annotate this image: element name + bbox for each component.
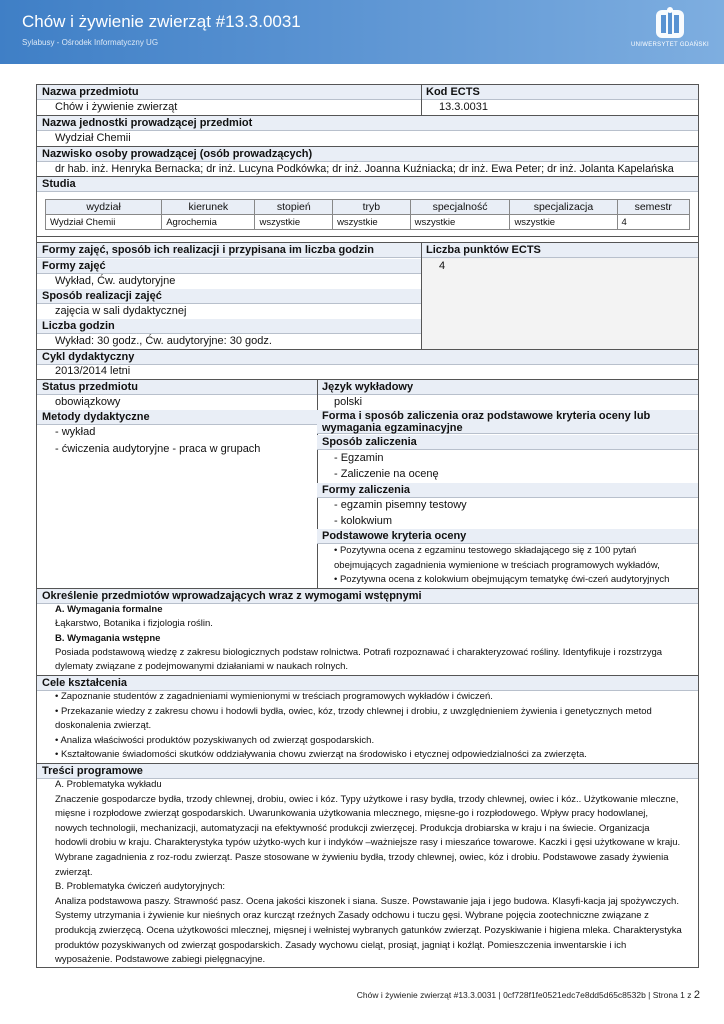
content-line: B. Problematyka ćwiczeń audytoryjnych:: [55, 881, 226, 893]
language-label: Język wykładowy: [317, 380, 698, 395]
course-name-label: Nazwa przedmiotu: [37, 85, 421, 100]
hours-label: Liczba godzin: [37, 319, 421, 334]
teachers-value: dr hab. inż. Henryka Bernacka; dr inż. Lucyna Podkówka; dr inż. Joanna Kuźniacka; dr inż. Ewa Peter; dr inż. Jolanta Kapelańska: [55, 163, 674, 175]
content-line: zwierząt.: [55, 866, 93, 878]
studia-cell: wszystkie: [510, 215, 617, 230]
studia-cell: wszystkie: [333, 215, 411, 230]
criteria-label: Podstawowe kryteria oceny: [317, 529, 698, 544]
criteria-line: • Pozytywna ocena z egzaminu testowego składającego się z 100 pytań: [334, 545, 637, 556]
content-line: produktów pozyskiwanych od zwierząt gospodarskich. Zasady wychowu cieląt, prosiąt, jagniąt i koźląt. Pomieszczenia inwentarskie i ich: [55, 939, 627, 951]
forms-section-label: Formy zajęć, sposób ich realizacji i przypisana im liczba godzin: [37, 243, 421, 258]
goal-line: • Kształtowanie świadomości skutków oddziaływania chowu zwierząt na środowisko i etycznej odpowiedzialności za zwierzęta.: [55, 749, 587, 760]
assessment-form: - kolokwium: [334, 515, 393, 527]
methods-item: - wykład: [55, 426, 96, 438]
studia-col-header: kierunek: [162, 200, 255, 215]
studia-cell: wszystkie: [255, 215, 333, 230]
method-value: zajęcia w sali dydaktycznej: [55, 305, 187, 317]
goal-line: • Analiza właściwości produktów pozyskiwanych od zwierząt gospodarskich.: [55, 735, 375, 746]
methods-label: Metody dydaktyczne: [37, 410, 317, 425]
goal-line: doskonalenia zwierząt.: [55, 720, 152, 731]
studia-label: Studia: [37, 177, 698, 192]
goal-line: • Przekazanie wiedzy z zakresu chowu i hodowli bydła, owiec, kóz, trzody chlewnej i drobiu, z uwzględnieniem żywienia i genetycznych metod: [55, 706, 652, 717]
studia-col-header: semestr: [617, 200, 689, 215]
studia-col-header: specjalność: [410, 200, 510, 215]
assessment-forms-label: Formy zaliczenia: [317, 483, 698, 498]
content-line: Systemy utrzymania i żywienie kur nieśnych oraz kurcząt rzeźnych Zasady odchowu i tuczu gęsi. Wybrane pojęcia zootechniczne związane z: [55, 910, 649, 922]
content-line: A. Problematyka wykładu: [55, 779, 162, 790]
criteria-line: • Pozytywna ocena z kolokwium obejmującym tematykę ćwi-czeń audytoryjnych: [334, 574, 670, 585]
studia-row: [46, 215, 690, 230]
page-header: [0, 0, 724, 64]
assessment-form: - egzamin pisemny testowy: [334, 499, 467, 511]
goal-line: • Zapoznanie studentów z zagadnieniami wymienionymi w treściach programowych wykładów i ćwiczeń.: [55, 691, 493, 702]
ects-points-value: 4: [439, 260, 446, 272]
studia-cell: Agrochemia: [162, 215, 255, 230]
university-logo: [628, 6, 712, 52]
methods-item: - ćwiczenia audytoryjne - praca w grupach: [55, 443, 261, 455]
status-value: obowiązkowy: [55, 396, 121, 408]
page-title: Chów i żywienie zwierząt #13.3.0031: [22, 12, 301, 31]
content-line: hodowli drobiu w kraju. Charakterystyka typów użytko-wych kur i indyków –ważniejsze rasy i mieszańce towarowe. Kaczki i gęsi użytkowane w kraju.: [55, 837, 681, 849]
logo-text: UNIWERSYTET GDAŃSKI: [631, 42, 709, 48]
prereq-b-label: B. Wymagania wstępne: [55, 633, 161, 644]
assessment-mode-label: Sposób zaliczenia: [317, 435, 698, 450]
ects-code-label: Kod ECTS: [421, 85, 698, 100]
hours-value: Wykład: 30 godz., Ćw. audytoryjne: 30 godz.: [55, 335, 272, 347]
forms-value: Wykład, Ćw. audytoryjne: [55, 275, 176, 287]
method-label: Sposób realizacji zajęć: [37, 289, 421, 304]
page-footer: [0, 989, 700, 1001]
content-line: mięsne i rozpłodowe zwierząt gospodarskich. Uwarunkowania użytkowania mlecznego, mięsne-go i rozpłodowego. Wpływ pracy hodowlanej,: [55, 808, 648, 820]
assessment-mode: - Zaliczenie na ocenę: [334, 468, 439, 480]
prereq-label: Określenie przedmiotów wprowadzających wraz z wymogami wstępnymi: [37, 589, 698, 604]
studia-col-header: wydział: [46, 200, 162, 215]
content-label: Treści programowe: [37, 764, 698, 779]
unit-value: Wydział Chemii: [55, 132, 131, 144]
page-subtitle: Sylabusy - Ośrodek Informatyczny UG: [22, 38, 159, 47]
ects-points-box: [421, 258, 698, 350]
studia-cell: Wydział Chemii: [46, 215, 162, 230]
assessment-label: Forma i sposób zaliczenia oraz podstawowe kryteria oceny lub wymagania egzaminacyjne: [322, 410, 651, 434]
studia-col-header: stopień: [255, 200, 333, 215]
language-value: polski: [334, 396, 363, 408]
teachers-label: Nazwisko osoby prowadzącej (osób prowadzących): [37, 147, 698, 162]
studia-col-header: specjalizacja: [510, 200, 617, 215]
prereq-b-line: dylematy związane z podejmowanymi działaniami w naukach rolnych.: [55, 661, 349, 672]
studia-col-header: tryb: [333, 200, 411, 215]
studia-cell: 4: [617, 215, 689, 230]
studia-cell: wszystkie: [410, 215, 510, 230]
prereq-b-line: Posiada podstawową wiedzę z zakresu biologicznych podstaw rolnictwa. Potrafi rozpoznawać i charakteryzować rośliny. Identyfikuje i rozstrzyga: [55, 647, 663, 658]
content-line: Wybrane zagadnienia z roz-rodu zwierząt. Pasze stosowane w żywieniu bydła, trzody chlewnej, owiec, kóz i drobiu. Podstawowe zasady żywienia: [55, 852, 669, 863]
goals-label: Cele kształcenia: [37, 676, 698, 691]
content-line: Znaczenie gospodarcze bydła, trzody chlewnej, drobiu, owiec i kóz. Typy użytkowe i rasy bydła, trzody chlewnej, owiec i kóz.. Użytkowanie mleczne,: [55, 793, 679, 805]
footer-text: Chów i żywienie zwierząt #13.3.0031 | 0cf728f1fe0521edc7e8dd5d65c8532b | Strona 1 z: [356, 990, 692, 1000]
forms-label: Formy zajęć: [37, 259, 421, 274]
cycle-value: 2013/2014 letni: [55, 365, 131, 377]
content-line: Analiza podstawowa paszy. Strawność pasz. Ocena jakości kiszonek i siana. Susze. Powstawanie jaja i jego budowa. Klasyfi-kacja jaj spożywczych.: [55, 895, 679, 907]
content-line: nowych technologii, mechanizacji, automatyzacji na efektywność produkcji zwierzęcej. Produkcja drobiarska w kraju i na świecie. Organizacja: [55, 822, 650, 834]
ects-code: 13.3.0031: [439, 101, 488, 113]
footer-page-count: 2: [693, 989, 700, 1001]
content-line: wyposażenie. Podstawowe zabiegi pielęgnacyjne.: [55, 954, 266, 966]
unit-label: Nazwa jednostki prowadzącej przedmiot: [37, 116, 698, 131]
criteria-line: obejmujących zagadnienia wymienione w treściach programowych wykładów,: [334, 560, 660, 571]
cycle-label: Cykl dydaktyczny: [37, 350, 698, 365]
ects-points-label: Liczba punktów ECTS: [421, 243, 698, 258]
studia-header-row: [46, 200, 690, 215]
prereq-a-text: Łąkarstwo, Botanika i fizjologia roślin.: [55, 618, 213, 629]
course-name: Chów i żywienie zwierząt: [55, 101, 178, 113]
assessment-mode: - Egzamin: [334, 452, 384, 464]
studia-table: [45, 199, 690, 230]
prereq-a-label: A. Wymagania formalne: [55, 604, 163, 615]
content-line: produkcją zwierzęcą. Ocena użytkowości mlecznej, mięsnej i wełnistej wybranych gatunków zwierząt. Pozyskiwanie i higiena mleka. Charakterystyka: [55, 925, 682, 936]
university-crest-icon: [628, 6, 712, 42]
status-label: Status przedmiotu: [37, 380, 317, 395]
